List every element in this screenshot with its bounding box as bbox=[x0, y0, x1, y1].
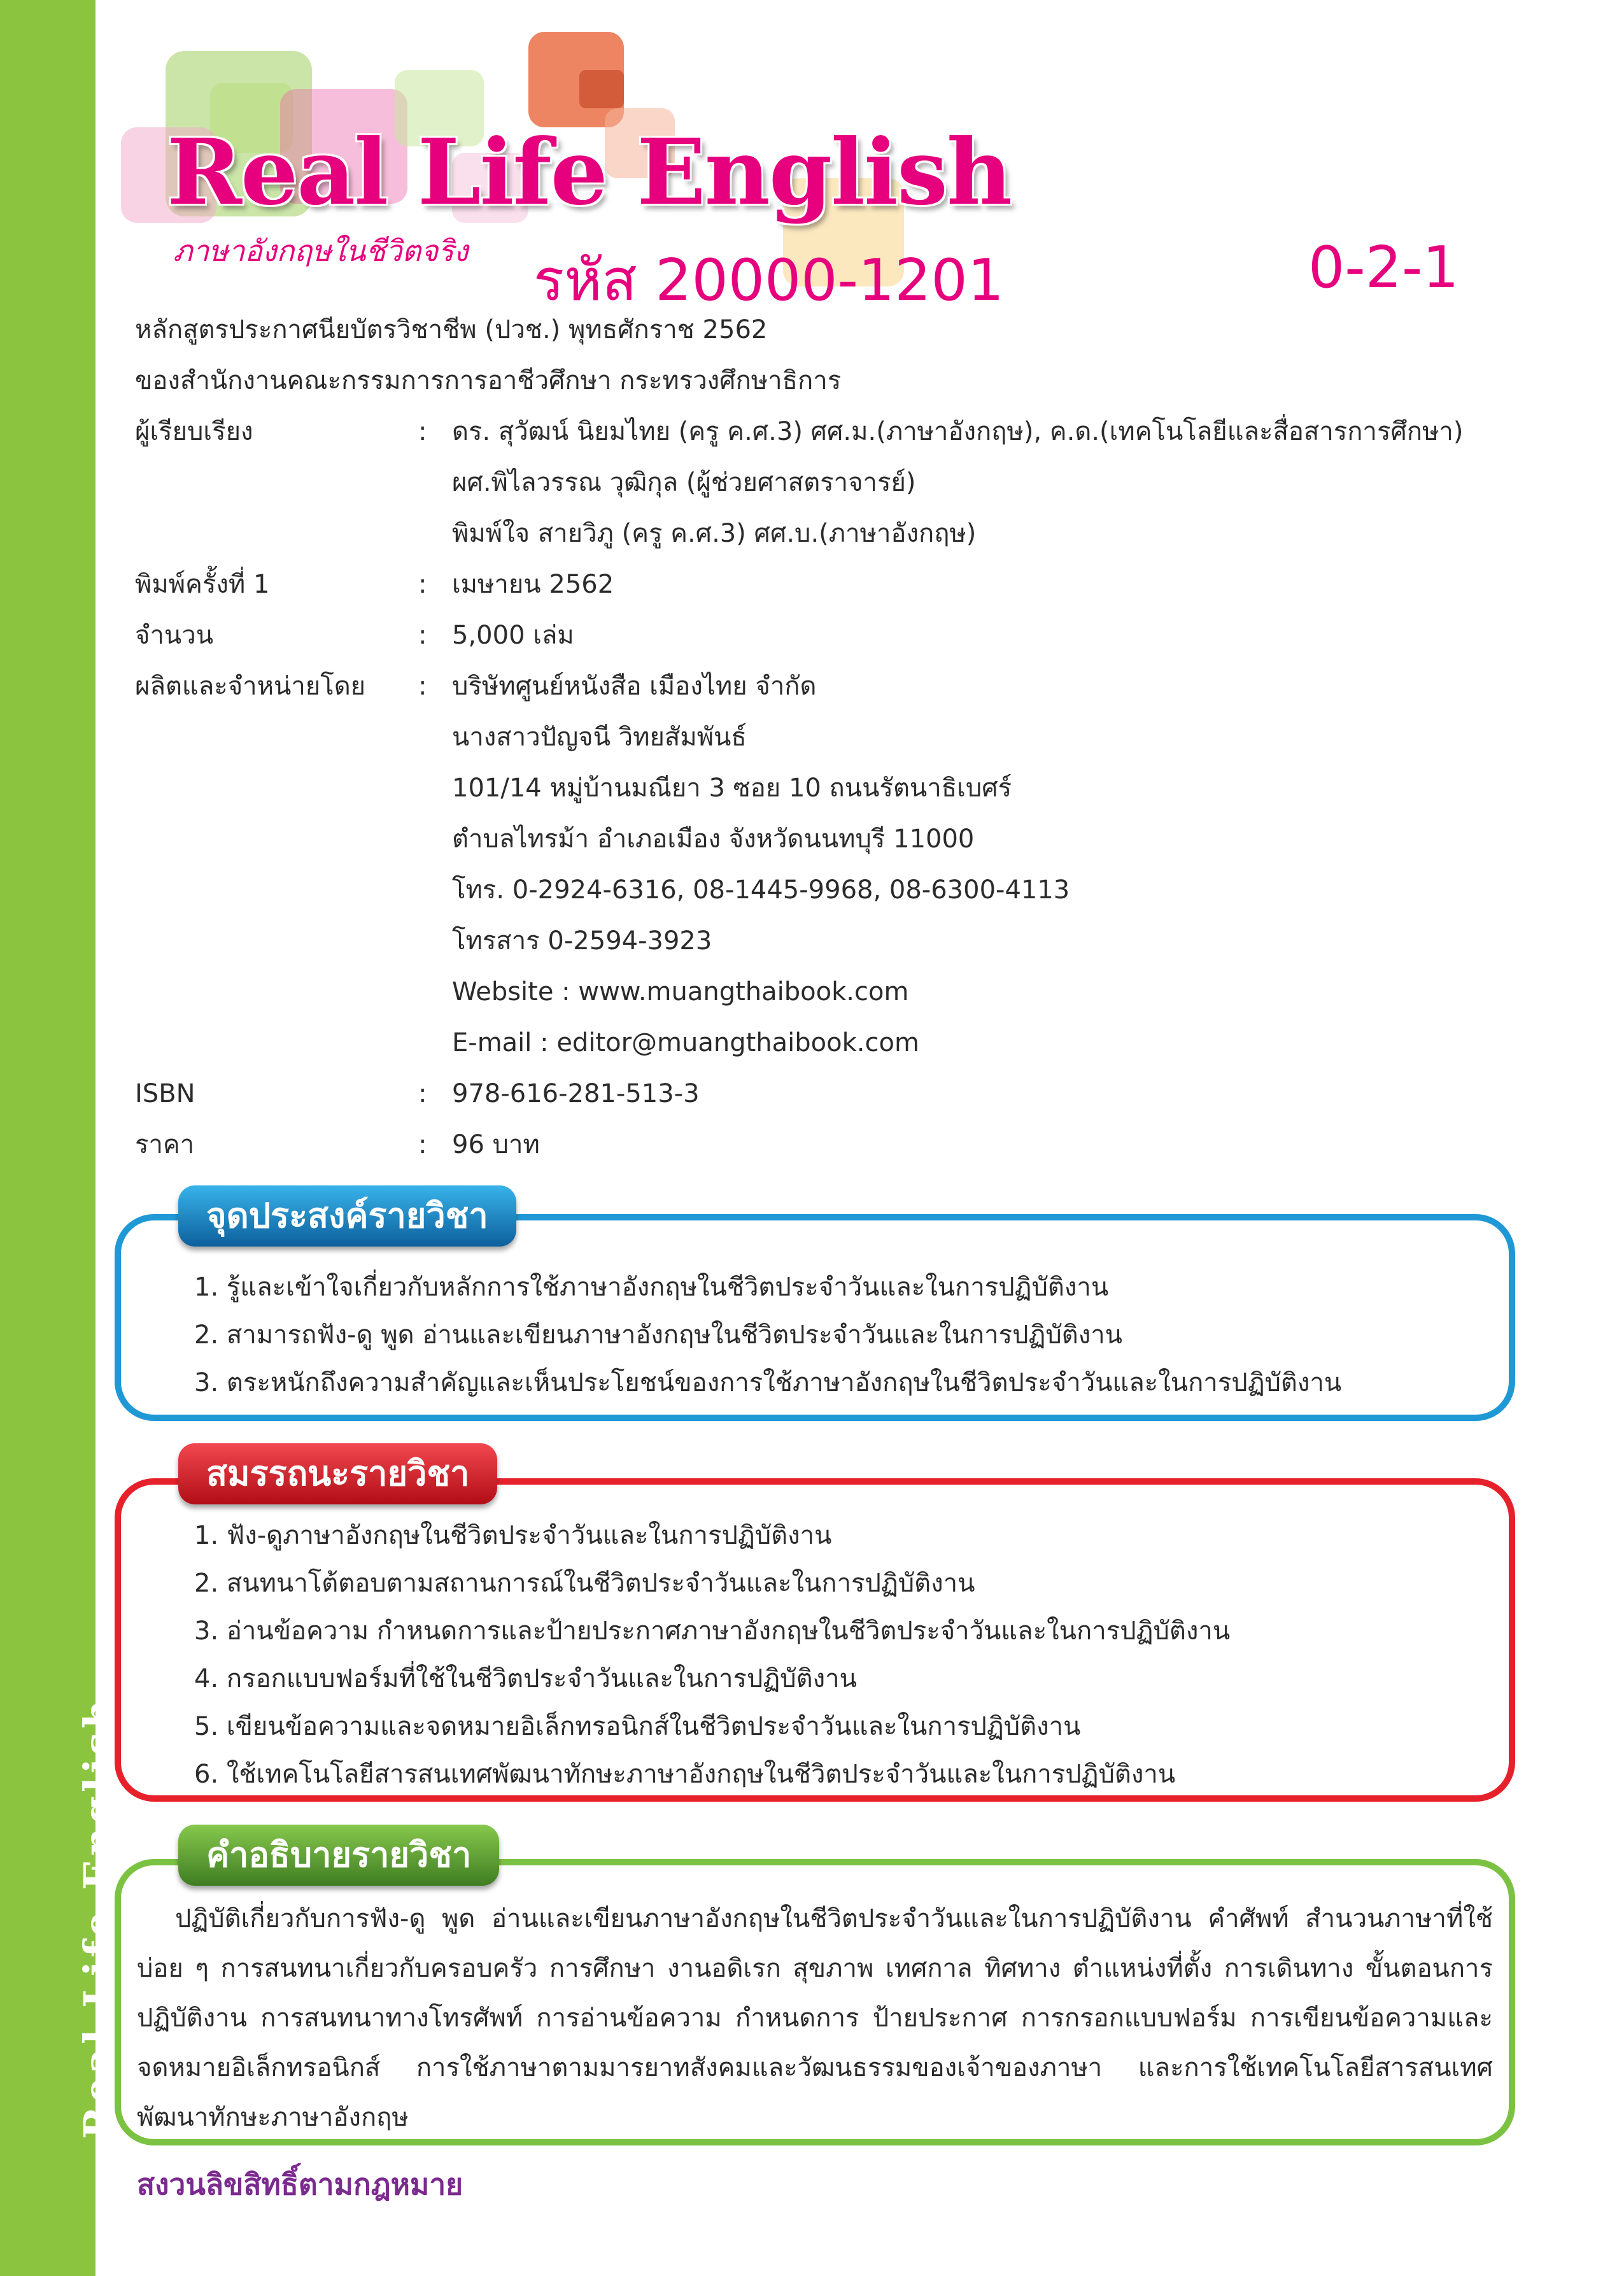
objectives-list bbox=[194, 1264, 1341, 1407]
author-name: พิมพ์ใจ สายวิภู (ครู ค.ศ.3) ศศ.บ.(ภาษาอังกฤษ) bbox=[452, 519, 977, 548]
competency-item: 5. เขียนข้อความและจดหมายอิเล็กทรอนิกส์ในชีวิตประจำวันและในการปฏิบัติงาน bbox=[194, 1712, 1081, 1741]
competency-item: 1. ฟัง-ดูภาษาอังกฤษในชีวิตประจำวันและในการปฏิบัติงาน bbox=[194, 1521, 832, 1550]
book-subtitle: ภาษาอังกฤษในชีวิตจริง bbox=[173, 234, 469, 268]
fax-line: โทรสาร 0-2594-3923 bbox=[452, 926, 712, 956]
quantity-value: 5,000 เล่ม bbox=[452, 621, 574, 650]
competency-item: 3. อ่านข้อความ กำหนดการและป้ายประกาศภาษาอังกฤษในชีวิตประจำวันและในการปฏิบัติงาน bbox=[194, 1616, 1231, 1646]
objectives-heading: จุดประสงค์รายวิชา bbox=[178, 1185, 516, 1247]
curriculum-text: ของสำนักงานคณะกรรมการการอาชีวศึกษา กระทรวงศึกษาธิการ bbox=[135, 366, 842, 395]
price-value: 96 บาท bbox=[452, 1130, 540, 1159]
isbn-label: ISBN bbox=[135, 1079, 195, 1108]
colon: : bbox=[418, 1079, 427, 1108]
authors-row bbox=[135, 406, 1536, 457]
curriculum-text: หลักสูตรประกาศนียบัตรวิชาชีพ (ปวช.) พุทธศักราช 2562 bbox=[135, 315, 768, 344]
publisher-row bbox=[135, 763, 1536, 814]
competency-item: 6. ใช้เทคโนโลยีสารสนเทศพัฒนาทักษะภาษาอังกฤษในชีวิตประจำวันและในการปฏิบัติงาน bbox=[194, 1760, 1176, 1789]
colon: : bbox=[418, 1130, 427, 1159]
address-line: ตำบลไทรม้า อำเภอเมือง จังหวัดนนทบุรี 11000 bbox=[452, 824, 975, 854]
sidebar-title: Real Life English bbox=[75, 1696, 122, 2139]
publisher-company: บริษัทศูนย์หนังสือ เมืองไทย จำกัด bbox=[452, 672, 817, 701]
authors-row bbox=[135, 508, 1536, 559]
edition-label: พิมพ์ครั้งที่ 1 bbox=[135, 570, 270, 599]
course-code: รหัส 20000-1201 bbox=[533, 247, 1005, 314]
publisher-label: ผลิตและจำหน่ายโดย bbox=[135, 672, 366, 701]
isbn-row bbox=[135, 1068, 1536, 1119]
publisher-row bbox=[135, 966, 1536, 1017]
book-title: Real Life English bbox=[167, 120, 1012, 225]
publisher-row bbox=[135, 814, 1536, 865]
author-name: ดร. สุวัฒน์ นิยมไทย (ครู ค.ศ.3) ศศ.ม.(ภาษาอังกฤษ), ค.ด.(เทคโนโลยีและสื่อสารการศึกษา) bbox=[452, 417, 1464, 446]
competencies-heading: สมรรถนะรายวิชา bbox=[178, 1443, 497, 1504]
author-name: ผศ.พิไลวรรณ วุฒิกุล (ผู้ช่วยศาสตราจารย์) bbox=[452, 468, 916, 497]
colon: : bbox=[418, 621, 427, 650]
colon: : bbox=[418, 417, 427, 446]
price-row bbox=[135, 1119, 1536, 1170]
objective-item: 3. ตระหนักถึงความสำคัญและเห็นประโยชน์ของการใช้ภาษาอังกฤษในชีวิตประจำวันและในการปฏิบัติงาน bbox=[194, 1368, 1342, 1397]
course-credit: 0-2-1 bbox=[1308, 234, 1459, 301]
publication-info bbox=[135, 304, 1536, 1170]
email-line: E-mail : editor@muangthaibook.com bbox=[452, 1028, 919, 1057]
competency-item: 2. สนทนาโต้ตอบตามสถานการณ์ในชีวิตประจำวันและในการปฏิบัติงาน bbox=[194, 1569, 975, 1598]
authors-label: ผู้เรียบเรียง bbox=[135, 417, 253, 446]
publisher-person: นางสาวปัญจนี วิทยสัมพันธ์ bbox=[452, 723, 747, 752]
address-line: 101/14 หมู่บ้านมณียา 3 ซอย 10 ถนนรัตนาธิเบศร์ bbox=[452, 774, 1012, 803]
publisher-row bbox=[135, 712, 1536, 763]
publisher-row bbox=[135, 915, 1536, 966]
authors-row bbox=[135, 457, 1536, 508]
publisher-row bbox=[135, 1017, 1536, 1068]
colon: : bbox=[418, 570, 427, 599]
description-text: ปฏิบัติเกี่ยวกับการฟัง-ดู พูด อ่านและเขียนภาษาอังกฤษในชีวิตประจำวันและในการปฏิบัติงาน คำศัพท์ สำนวนภาษาที่ใช้บ่อย ๆ การสนทนาเกี่ยวกับครอบครัว การศึกษา งานอดิเรก สุขภาพ เทศกาล ทิศทาง ตำแหน่งที่ตั้ง การเดินทาง ขั้นตอนการปฏิบัติงาน การสนทนาทางโทรศัพท์ การอ่านข้อความ กำหนดการ ป้ายประกาศ การกรอกแบบฟอร์ม การเขียนข้อความและจดหมายอิเล็กทรอนิกส์ การใช้ภาษาตามมารยาทสังคมและวัฒนธรรมของเจ้าของภาษา และการใช้เทคโนโลยีสารสนเทศพัฒนาทักษะภาษาอังกฤษ bbox=[137, 1904, 1493, 2132]
edition-value: เมษายน 2562 bbox=[452, 570, 614, 599]
competency-item: 4. กรอกแบบฟอร์มที่ใช้ในชีวิตประจำวันและในการปฏิบัติงาน bbox=[194, 1664, 857, 1693]
curriculum-line bbox=[135, 355, 1536, 406]
publisher-row bbox=[135, 865, 1536, 915]
phone-line: โทร. 0-2924-6316, 08-1445-9968, 08-6300-4113 bbox=[452, 875, 1070, 905]
isbn-value: 978-616-281-513-3 bbox=[452, 1079, 700, 1108]
quantity-label: จำนวน bbox=[135, 621, 214, 650]
sidebar-strip bbox=[0, 0, 122, 2276]
quantity-row bbox=[135, 610, 1536, 661]
description-heading: คำอธิบายรายวิชา bbox=[178, 1825, 499, 1886]
curriculum-line bbox=[135, 304, 1536, 355]
colon: : bbox=[418, 672, 427, 701]
copyright-notice: สงวนลิขสิทธิ์ตามกฎหมาย bbox=[137, 2167, 463, 2202]
competencies-list bbox=[194, 1512, 1230, 1799]
publisher-row bbox=[135, 661, 1536, 712]
objective-item: 1. รู้และเข้าใจเกี่ยวกับหลักการใช้ภาษาอังกฤษในชีวิตประจำวันและในการปฏิบัติงาน bbox=[194, 1273, 1109, 1302]
website-line: Website : www.muangthaibook.com bbox=[452, 977, 909, 1007]
edition-row bbox=[135, 559, 1536, 610]
objective-item: 2. สามารถฟัง-ดู พูด อ่านและเขียนภาษาอังกฤษในชีวิตประจำวันและในการปฏิบัติงาน bbox=[194, 1320, 1123, 1350]
price-label: ราคา bbox=[135, 1130, 195, 1159]
